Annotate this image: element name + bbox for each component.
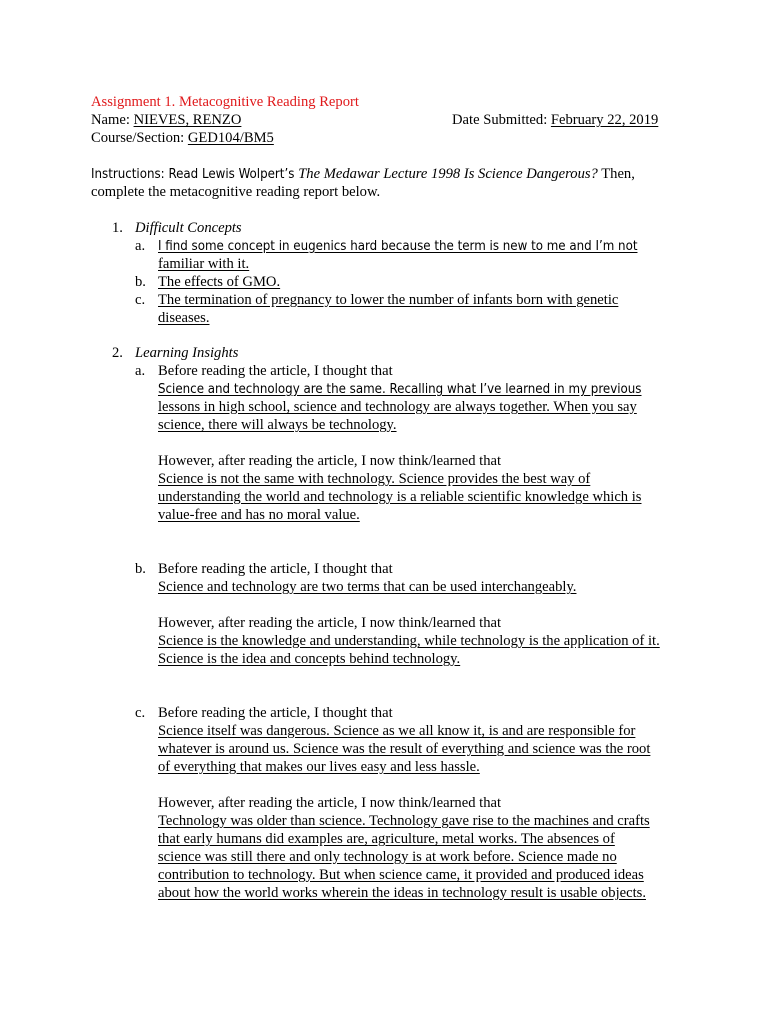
before-answer: Science itself was dangerous. Science as we all know it, is and are responsible for [158, 723, 636, 739]
name-label: Name: [91, 112, 134, 128]
before-answer: science, there will always be technology. [158, 417, 397, 433]
insight-item [91, 362, 691, 524]
course-label: Course/Section: [91, 130, 188, 146]
before-answer: Science and technology are two terms that can be used interchangeably. [158, 579, 577, 595]
section-title: Learning Insights [135, 345, 239, 361]
answer-text: familiar with it. [158, 256, 250, 272]
after-answer: about how the world works wherein the ideas in technology result is usable objects. [158, 885, 646, 901]
section-number: 1. [112, 220, 123, 236]
item-letter: a. [135, 238, 146, 254]
answer-text: diseases. [158, 310, 210, 326]
learning-insights-section [91, 344, 691, 902]
section-heading [91, 219, 691, 237]
section-heading [91, 344, 691, 362]
item-letter: c. [135, 705, 146, 721]
date-value: February 22, 2019 [550, 112, 659, 128]
list-item [91, 291, 691, 327]
after-answer: Science is the knowledge and understanding, while technology is the application of it. [158, 633, 660, 649]
section-number: 2. [112, 345, 123, 361]
after-prompt: However, after reading the article, I now think/learned that [158, 615, 502, 631]
after-answer: Technology was older than science. Technology gave rise to the machines and crafts [158, 813, 650, 829]
date-submitted [452, 111, 658, 129]
after-answer: Science is not the same with technology. Science provides the best way of [158, 471, 591, 487]
before-answer: Science and technology are the same. Recalling what I’ve learned in my previous [158, 382, 642, 397]
article-title: The Medawar Lecture 1998 Is Science Dangerous? [298, 166, 598, 182]
item-letter: b. [135, 561, 146, 577]
after-answer: understanding the world and technology is a reliable scientific knowledge which is [158, 489, 642, 505]
answer-text: The termination of pregnancy to lower the number of infants born with genetic [158, 292, 619, 308]
after-prompt: However, after reading the article, I now think/learned that [158, 453, 502, 469]
insight-item [91, 704, 691, 902]
after-answer: contribution to technology. But when science came, it provided and produced ideas [158, 867, 644, 883]
report-header [91, 93, 691, 147]
instructions-line2: complete the metacognitive reading report below. [91, 184, 381, 200]
after-answer: that early humans did examples are, agriculture, metal works. The absences of [158, 831, 615, 847]
after-answer: value-free and has no moral value. [158, 507, 360, 523]
item-letter: a. [135, 363, 146, 379]
instructions-lead: Instructions: Read Lewis Wolpert’s [91, 167, 299, 182]
before-answer: of everything that makes our lives easy and less hassle. [158, 759, 480, 775]
answer-text: The effects of GMO. [158, 274, 281, 290]
list-item [91, 237, 691, 273]
item-letter: b. [135, 274, 146, 290]
assignment-title: Assignment 1. Metacognitive Reading Report [91, 94, 359, 110]
instructions-tail: Then, [597, 166, 635, 182]
insight-item [91, 560, 691, 668]
difficult-concepts-section [91, 219, 691, 327]
date-label: Date Submitted: [452, 112, 551, 128]
list-item [91, 273, 691, 291]
after-answer: science was still there and only technology is at work before. Science made no [158, 849, 617, 865]
section-title: Difficult Concepts [135, 220, 242, 236]
before-prompt: Before reading the article, I thought that [158, 363, 393, 379]
name-value: NIEVES, RENZO [133, 112, 242, 128]
name-row [91, 111, 691, 129]
before-prompt: Before reading the article, I thought that [158, 705, 393, 721]
after-prompt: However, after reading the article, I now think/learned that [158, 795, 502, 811]
instructions [91, 165, 671, 201]
after-answer: Science is the idea and concepts behind technology. [158, 651, 461, 667]
answer-text: I find some concept in eugenics hard because the term is new to me and I’m not [158, 239, 638, 254]
before-answer: lessons in high school, science and technology are always together. When you say [158, 399, 637, 415]
item-letter: c. [135, 292, 146, 308]
before-answer: whatever is around us. Science was the result of everything and science was the root [158, 741, 651, 757]
before-prompt: Before reading the article, I thought that [158, 561, 393, 577]
course-row [91, 129, 691, 147]
course-value: GED104/BM5 [187, 130, 274, 146]
